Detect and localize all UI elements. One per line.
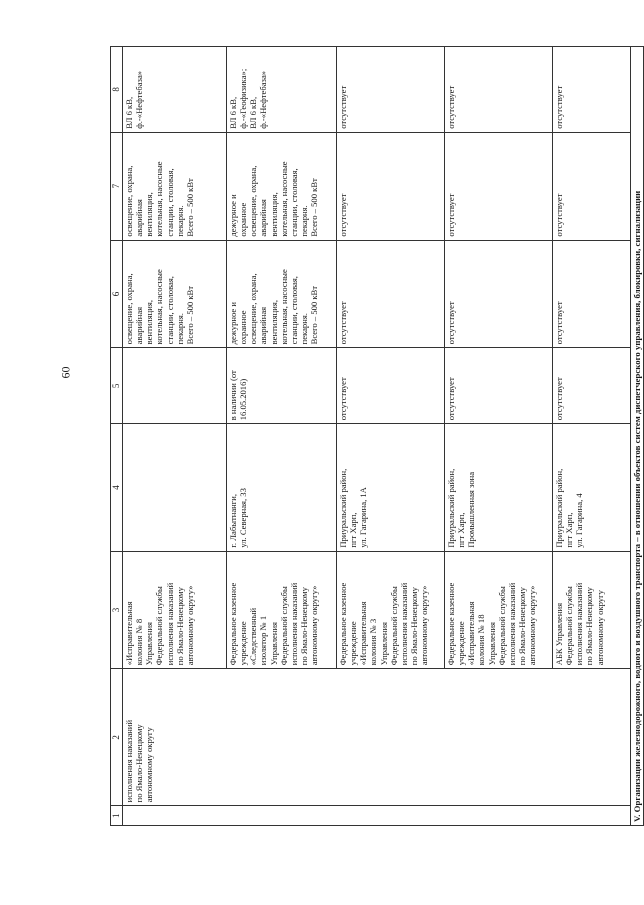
col6-cell: освещение, охрана, аварийная вентиляция, котельная, насосные станции, столовая, пекарня. Всего – 500 кВт xyxy=(123,240,227,348)
col5-cell: отсутствует xyxy=(337,348,445,424)
header-cell: 6 xyxy=(111,240,123,348)
header-cell: 3 xyxy=(111,551,123,669)
facility-name-cell: АБК Управления Федеральной службы исполнения наказаний по Ямало-Ненецкому автономному округу xyxy=(553,551,631,669)
section-title: V. Организации железнодорожного, водного и воздушного транспорта – в отношении объектов систем диспетчерского управления, блокировки, сигнализации xyxy=(631,47,644,826)
facility-name-cell: Федеральное казенное учреждение «Исправительная колония № 18 Управления Федеральной службы исполнения наказаний по Ямало-Ненецкому автономному округу» xyxy=(445,551,553,669)
col6-cell: отсутствует xyxy=(553,240,631,348)
col8-cell: ВЛ 6 кВ, ф.-«Геофизика»; ВЛ 6 кВ, ф.-«Нефтебаза» xyxy=(227,47,337,133)
col5-cell: в наличии (от 16.05.2016) xyxy=(227,348,337,424)
header-cell: 7 xyxy=(111,132,123,240)
col5-cell: отсутствует xyxy=(445,348,553,424)
facility-name-cell: Федеральное казенное учреждение «Следственный изолятор № 1 Управления Федеральной службы исполнения наказаний по Ямало-Ненецкому автономному округу» xyxy=(227,551,337,669)
header-cell: 8 xyxy=(111,47,123,133)
facilities-table xyxy=(110,46,644,826)
col8-cell: отсутствует xyxy=(553,47,631,133)
address-cell: Приуральский район, пгт Харп, ул. Гагарина, 1А xyxy=(337,424,445,551)
address-cell xyxy=(123,424,227,551)
header-cell: 2 xyxy=(111,669,123,806)
col7-cell: отсутствует xyxy=(553,132,631,240)
header-cell: 5 xyxy=(111,348,123,424)
row-number-cell xyxy=(123,806,631,826)
section-row xyxy=(631,47,644,826)
col5-cell: отсутствует xyxy=(553,348,631,424)
address-cell: Приуральский район, пгт Харп, Промышленная зона xyxy=(445,424,553,551)
facility-name-cell: Федеральное казенное учреждение «Исправительная колония № 3 Управления Федеральной службы исполнения наказаний по Ямало-Ненецкому автономному округу» xyxy=(337,551,445,669)
col8-cell: отсутствует xyxy=(337,47,445,133)
col7-cell: отсутствует xyxy=(445,132,553,240)
header-cell: 4 xyxy=(111,424,123,551)
facility-name-cell: «Исправительная колония № 8 Управления Федеральной службы исполнения наказаний по Ямало-Ненецкому автономному округу» xyxy=(123,551,227,669)
header-cell: 1 xyxy=(111,806,123,826)
col6-cell: дежурное и охранное освещение, охрана, аварийная вентиляция, котельная, насосные станции, столовая, пекарня. Всего – 500 кВт xyxy=(227,240,337,348)
col6-cell: отсутствует xyxy=(337,240,445,348)
header-row xyxy=(111,47,123,826)
col8-cell: ВЛ 6 кВ, ф.-«Нефтебаза» xyxy=(123,47,227,133)
table-row xyxy=(123,47,227,826)
col5-cell xyxy=(123,348,227,424)
rotated-table-wrapper xyxy=(110,46,642,826)
col6-cell: отсутствует xyxy=(445,240,553,348)
address-cell: г. Лабытнанги, ул. Северная, 33 xyxy=(227,424,337,551)
col7-cell: отсутствует xyxy=(337,132,445,240)
col7-cell: освещение, охрана, аварийная вентиляция, котельная, насосные станции, столовая, пекарня. Всего – 500 кВт xyxy=(123,132,227,240)
col7-cell: дежурное и охранное освещение, охрана, аварийная вентиляция, котельная, насосные станции, столовая, пекарня. Всего – 500 кВт xyxy=(227,132,337,240)
page-number: 60 xyxy=(58,366,73,379)
address-cell: Приуральский район, пгт Харп, ул. Гагарина, 4 xyxy=(553,424,631,551)
col8-cell: отсутствует xyxy=(445,47,553,133)
organization-cell: исполнения наказаний по Ямало-Ненецкому автономному округу xyxy=(123,669,631,806)
